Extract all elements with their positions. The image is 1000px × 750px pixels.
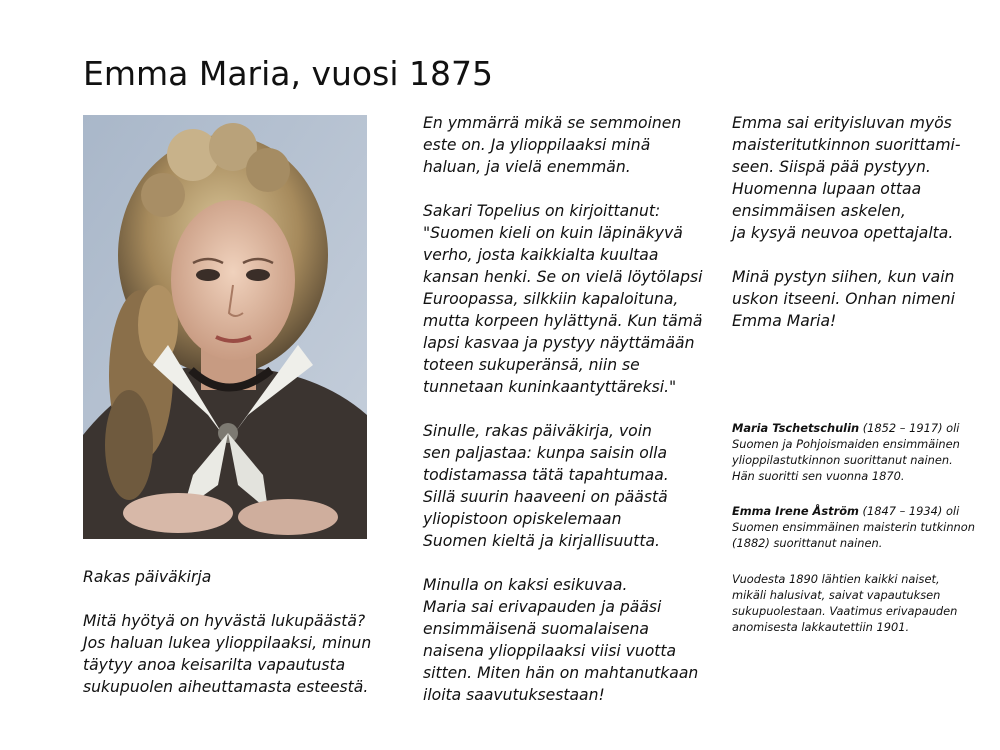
note-text: anomisesta lakkautettiin 1901. (732, 620, 910, 634)
text-line: täytyy anoa keisarilta vapautusta (83, 656, 346, 674)
text-line: Huomenna lupaan ottaa (732, 180, 922, 198)
text-line: Minä pystyn siihen, kun vain (732, 268, 955, 286)
text-line: Jos haluan lukea ylioppilaaksi, minun (83, 634, 372, 652)
text-line: ensimmäisen askelen, (732, 202, 906, 220)
note-emma-astrom (732, 503, 982, 551)
note-text: mikäli halusivat, saivat vapautuksen (732, 588, 941, 602)
text-line: En ymmärrä mikä se semmoinen (423, 114, 682, 132)
text-line: este on. Ja ylioppilaaksi minä (423, 136, 651, 154)
note-text: Suomen ensimmäinen maisterin tutkinnon (732, 520, 975, 534)
text-line: uskon itseeni. Onhan nimeni (732, 290, 955, 308)
note-text: Vuodesta 1890 lähtien kaikki naiset, (732, 572, 940, 586)
note-text: sukupuolestaan. Vaatimus erivapauden (732, 604, 958, 618)
text-line: lapsi kasvaa ja pystyy näyttämään (423, 334, 695, 352)
note-name: Emma Irene Åström (732, 504, 859, 518)
note-maria-tschetschulin (732, 420, 982, 484)
text-line: iloita saavutuksestaan! (423, 686, 605, 704)
note-text: (1852 – 1917) oli (859, 421, 960, 435)
text-line: yliopistoon opiskelemaan (423, 510, 622, 528)
note-text: (1882) suorittanut nainen. (732, 536, 883, 550)
note-text: ylioppilastutkinnon suorittanut nainen. (732, 453, 953, 467)
note-1890-exemption (732, 571, 982, 635)
text-line: toteen sukuperänsä, niin se (423, 356, 640, 374)
text-line: seen. Siispä pää pystyyn. (732, 158, 931, 176)
text-line: mutta korpeen hylättynä. Kun tämä (423, 312, 703, 330)
page-title: Emma Maria, vuosi 1875 (83, 54, 493, 93)
text-line: verho, josta kaikkialta kuultaa (423, 246, 659, 264)
text-line: ja kysyä neuvoa opettajalta. (732, 224, 954, 242)
text-line: Maria sai erivapauden ja pääsi (423, 598, 662, 616)
text-line: Emma sai erityisluvan myös (732, 114, 952, 132)
text-line: Emma Maria! (732, 312, 837, 330)
text-line: haluan, ja vielä enemmän. (423, 158, 631, 176)
text-line: Sakari Topelius on kirjoittanut: (423, 202, 661, 220)
note-text: Hän suoritti sen vuonna 1870. (732, 469, 905, 483)
text-line: ensimmäisenä suomalaisena (423, 620, 649, 638)
text-line: sukupuolen aiheuttamasta esteestä. (83, 678, 369, 696)
note-text: Suomen ja Pohjoismaiden ensimmäinen (732, 437, 960, 451)
text-line: sitten. Miten hän on mahtanutkaan (423, 664, 699, 682)
text-line: "Suomen kieli on kuin läpinäkyvä (423, 224, 683, 242)
note-text: (1847 – 1934) oli (858, 504, 960, 518)
diary-greeting: Rakas päiväkirja (83, 568, 212, 586)
text-line: tunnetaan kuninkaantyttäreksi." (423, 378, 677, 396)
diary-intro (83, 566, 371, 698)
diary-right-column (732, 112, 961, 332)
note-name: Maria Tschetschulin (732, 421, 860, 435)
text-line: maisteritutkinnon suorittami- (732, 136, 961, 154)
text-line: sen paljastaa: kunpa saisin olla (423, 444, 668, 462)
text-line: Euroopassa, silkkiin kapaloituna, (423, 290, 679, 308)
portrait-image (83, 115, 367, 539)
text-line: todistamassa tätä tapahtumaa. (423, 466, 669, 484)
text-line: Minulla on kaksi esikuvaa. (423, 576, 628, 594)
text-line: Suomen kieltä ja kirjallisuutta. (423, 532, 660, 550)
text-line: Sillä suurin haaveeni on päästä (423, 488, 668, 506)
diary-middle-column (423, 112, 702, 706)
text-line: Sinulle, rakas päiväkirja, voin (423, 422, 652, 440)
text-line: Mitä hyötyä on hyvästä lukupäästä? (83, 612, 366, 630)
text-line: kansan henki. Se on vielä löytölapsi (423, 268, 703, 286)
text-line: naisena ylioppilaaksi viisi vuotta (423, 642, 677, 660)
